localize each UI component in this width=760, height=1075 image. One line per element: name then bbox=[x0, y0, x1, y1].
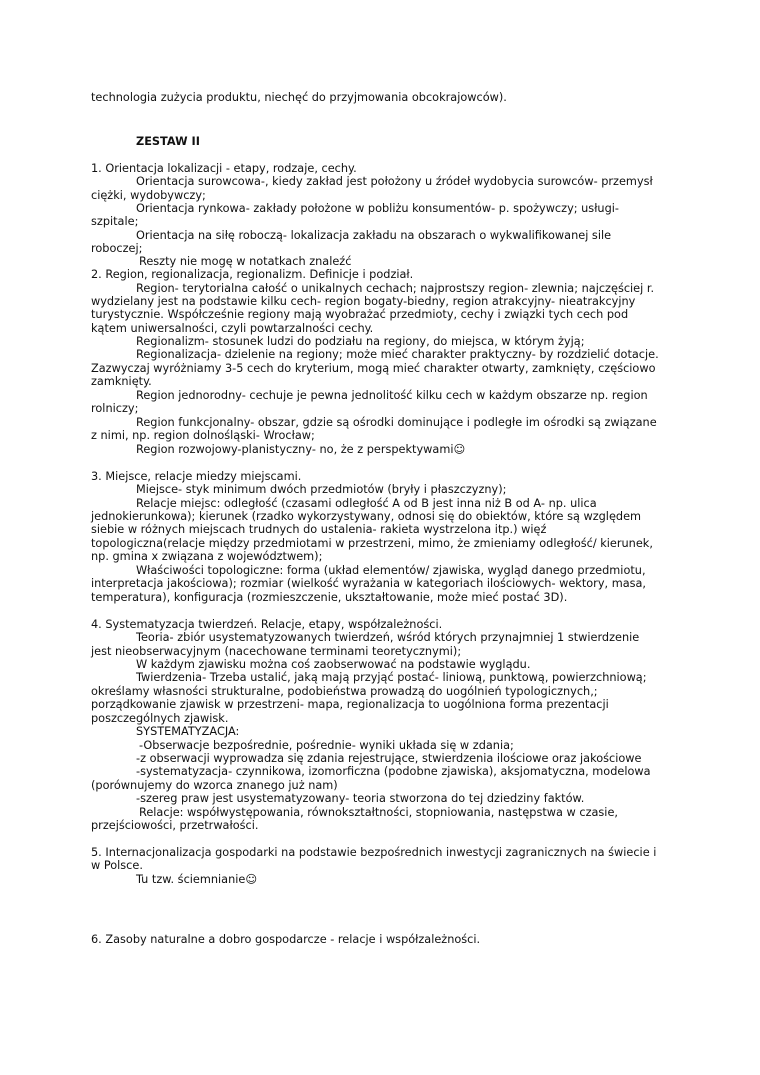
text-line: Region jednorodny- cechuje je pewna jednolitość kilku cech w każdym obszarze np. region bbox=[136, 389, 648, 402]
question-heading: 1. Orientacja lokalizacji - etapy, rodzaje, cechy. bbox=[91, 162, 357, 175]
section-heading: ZESTAW II bbox=[136, 135, 200, 148]
text-line: technologia zużycia produktu, niechęć do przyjmowania obcokrajowców). bbox=[91, 91, 507, 104]
text-line: z nimi, np. region dolnośląski- Wrocław; bbox=[91, 429, 315, 442]
text-line: np. gmina x związana z województwem); bbox=[91, 550, 323, 563]
text-line: jest nieobserwacyjnym (nacechowane terminami teoretycznymi); bbox=[91, 645, 462, 658]
text-line: określamy własności strukturalne, podobieństwa prowadzą do uogólnień typologicznych,; bbox=[91, 685, 598, 698]
text-line: Relacje miejsc: odległość (czasami odległość A od B jest inna niż B od A- np. ulica bbox=[136, 497, 597, 510]
text-line: szpitale; bbox=[91, 215, 139, 228]
text-line: zamknięty. bbox=[91, 375, 152, 388]
text-line: turystycznie. Współcześnie regiony mają wyobrażać przedmioty, cechy i związki tych cech pod bbox=[91, 308, 629, 321]
text-line: Właściwości topologiczne: forma (układ elementów/ zjawiska, wygląd danego przedmiotu, bbox=[136, 564, 646, 577]
question-heading: 4. Systematyzacja twierdzeń. Relacje, etapy, współzależności. bbox=[91, 618, 443, 631]
text-line: Zazwyczaj wyróżniamy 3-5 cech do kryterium, mogą mieć charakter otwarty, zamknięty, częściowo bbox=[91, 362, 656, 375]
text-line: topologiczna(relacje między przedmiotami w przestrzeni, mimo, że zmieniamy odległość/ kierunek, bbox=[91, 537, 653, 550]
text-line: Orientacja surowcowa-, kiedy zakład jest położony u źródeł wydobycia surowców- przemysł bbox=[136, 175, 653, 188]
text-line: -Obserwacje bezpośrednie, pośrednie- wyniki układa się w zdania; bbox=[139, 739, 514, 752]
text-line: Region funkcjonalny- obszar, gdzie są ośrodki dominujące i podległe im ośrodki są związane bbox=[136, 416, 657, 429]
question-heading: 3. Miejsce, relacje miedzy miejscami. bbox=[91, 470, 302, 483]
text-line: Regionalizacja- dzielenie na regiony; może mieć charakter praktyczny- by rozdzielić dotacje. bbox=[136, 348, 659, 361]
text-line: Orientacja na siłę roboczą- lokalizacja zakładu na obszarach o wykwalifikowanej sile bbox=[136, 229, 612, 242]
text-line: Region- terytorialna całość o unikalnych cechach; najprostszy region- zlewnia; najczęściej r. bbox=[136, 282, 655, 295]
text-line: ciężki, wydobywczy; bbox=[91, 189, 206, 202]
text-line: Reszty nie mogę w notatkach znaleźć bbox=[139, 255, 352, 268]
text-line: -systematyzacja- czynnikowa, izomorficzna (podobne zjawiska), aksjomatyczna, modelowa bbox=[136, 765, 651, 778]
text-line: Region rozwojowy-planistyczny- no, że z perspektywami☺ bbox=[136, 443, 466, 456]
text-line: SYSTEMATYZACJA: bbox=[136, 725, 240, 738]
text-line: rolniczy; bbox=[91, 402, 139, 415]
text-line: Relacje: współwystępowania, równokształtności, stopniowania, następstwa w czasie, bbox=[139, 806, 618, 819]
text-line: temperatura), konfiguracja (rozmieszczenie, ukształtowanie, może mieć postać 3D). bbox=[91, 591, 568, 604]
text-line: Regionalizm- stosunek ludzi do podziału na regiony, do miejsca, w którym żyją; bbox=[136, 335, 585, 348]
question-heading: 5. Internacjonalizacja gospodarki na podstawie bezpośrednich inwestycji zagranicznych na świecie i bbox=[91, 846, 657, 859]
question-heading: 6. Zasoby naturalne a dobro gospodarcze - relacje i współzależności. bbox=[91, 933, 481, 946]
text-line: -szereg praw jest usystematyzowany- teoria stworzona do tej dziedziny faktów. bbox=[136, 792, 585, 805]
text-line: Tu tzw. ściemnianie☺ bbox=[136, 873, 258, 886]
text-line: Orientacja rynkowa- zakłady położone w pobliżu konsumentów- p. spożywczy; usługi- bbox=[136, 202, 619, 215]
text-line: Teoria- zbiór usystematyzowanych twierdzeń, wśród których przynajmniej 1 stwierdzenie bbox=[136, 631, 640, 644]
text-line: roboczej; bbox=[91, 242, 143, 255]
text-line: -z obserwacji wyprowadza się zdania rejestrujące, stwierdzenia ilościowe oraz jakościowe bbox=[136, 752, 642, 765]
text-line: siebie w różnych miejscach trudnych do ustalenia- rakieta wystrzelona itp.) więź bbox=[91, 523, 547, 536]
text-line: wydzielany jest na podstawie kilku cech- region bogaty-biedny, region atrakcyjny- nieatrakcyjny bbox=[91, 295, 636, 308]
text-line: W każdym zjawisku można coś zaobserwować na podstawie wyglądu. bbox=[136, 658, 531, 671]
text-line: interpretacja jakościowa); rozmiar (wielkość wyrażania w kategoriach ilościowych- wektory, masa, bbox=[91, 577, 647, 590]
text-line: (porównujemy do wzorca znanego już nam) bbox=[91, 779, 338, 792]
text-line: poszczególnych zjawisk. bbox=[91, 712, 229, 725]
question-heading: 2. Region, regionalizacja, regionalizm. Definicje i podział. bbox=[91, 268, 414, 281]
text-line: w Polsce. bbox=[91, 859, 143, 872]
text-line: kątem uniwersalności, czyli powtarzalności cechy. bbox=[91, 322, 374, 335]
text-line: jednokierunkowa); kierunek (rzadko wykorzystywany, odnosi się do obiektów, które są względem bbox=[91, 510, 642, 523]
text-line: przejściowości, przetrwałości. bbox=[91, 819, 259, 832]
text-line: porządkowanie zjawisk w przestrzeni- mapa, regionalizacja to uogólniona forma prezentacji bbox=[91, 698, 609, 711]
text-line: Twierdzenia- Trzeba ustalić, jaką mają przyjąć postać- liniową, punktową, powierzchniową; bbox=[136, 671, 647, 684]
text-line: Miejsce- styk minimum dwóch przedmiotów (bryły i płaszczyzny); bbox=[136, 483, 507, 496]
